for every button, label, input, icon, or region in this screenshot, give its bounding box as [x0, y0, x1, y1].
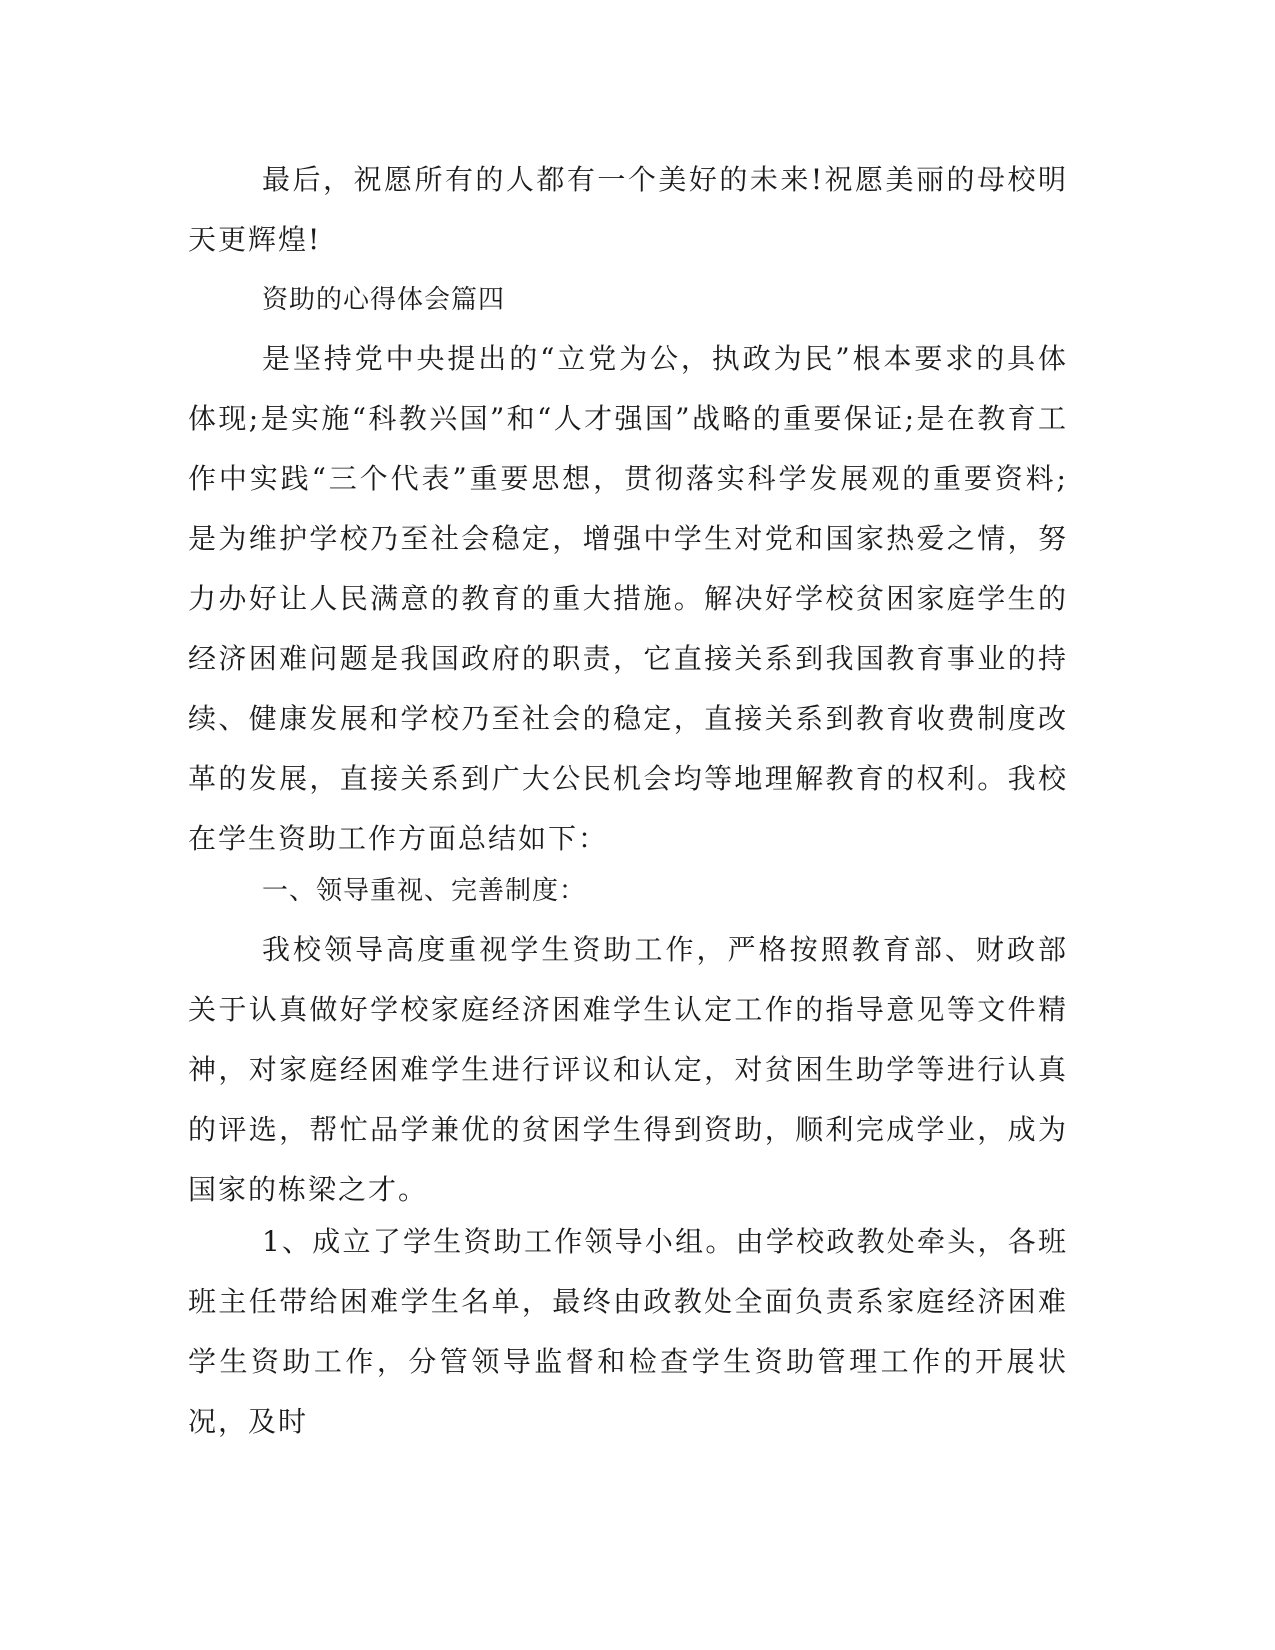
item-1-paragraph: 1、成立了学生资助工作领导小组。由学校政教处牵头，各班班主任带给困难学生名单，最终由政教处全面负责系家庭经济困难学生资助工作，分管领导监督和检查学生资助管理工作的开展状况，及时 — [188, 1225, 1068, 1438]
section-title: 资助的心得体会篇四 — [262, 285, 506, 315]
closing-paragraph: 最后，祝愿所有的人都有一个美好的未来!祝愿美丽的母校明天更辉煌! — [188, 163, 1068, 256]
leadership-paragraph: 我校领导高度重视学生资助工作，严格按照教育部、财政部关于认真做好学校家庭经济困难学生认定工作的指导意见等文件精神，对家庭经困难学生进行评议和认定，对贫困生助学等进行认真的评选，帮忙品学兼优的贫困学生得到资助，顺利完成学业，成为国家的栋梁之才。 — [188, 933, 1068, 1206]
subsection-heading: 一、领导重视、完善制度： — [262, 876, 587, 906]
intro-paragraph: 是坚持党中央提出的“立党为公，执政为民”根本要求的具体体现;是实施“科教兴国”和“人才强国”战略的重要保证;是在教育工作中实践“三个代表”重要思想，贯彻落实科学发展观的重要资料;是为维护学校乃至社会稳定，增强中学生对党和国家热爱之情，努力办好让人民满意的教育的重大措施。解决好学校贫困家庭学生的经济困难问题是我国政府的职责，它直接关系到我国教育事业的持续、健康发展和学校乃至社会的稳定，直接关系到教育收费制度改革的发展，直接关系到广大公民机会均等地理解教育的权利。我校在学生资助工作方面总结如下： — [188, 342, 1068, 855]
